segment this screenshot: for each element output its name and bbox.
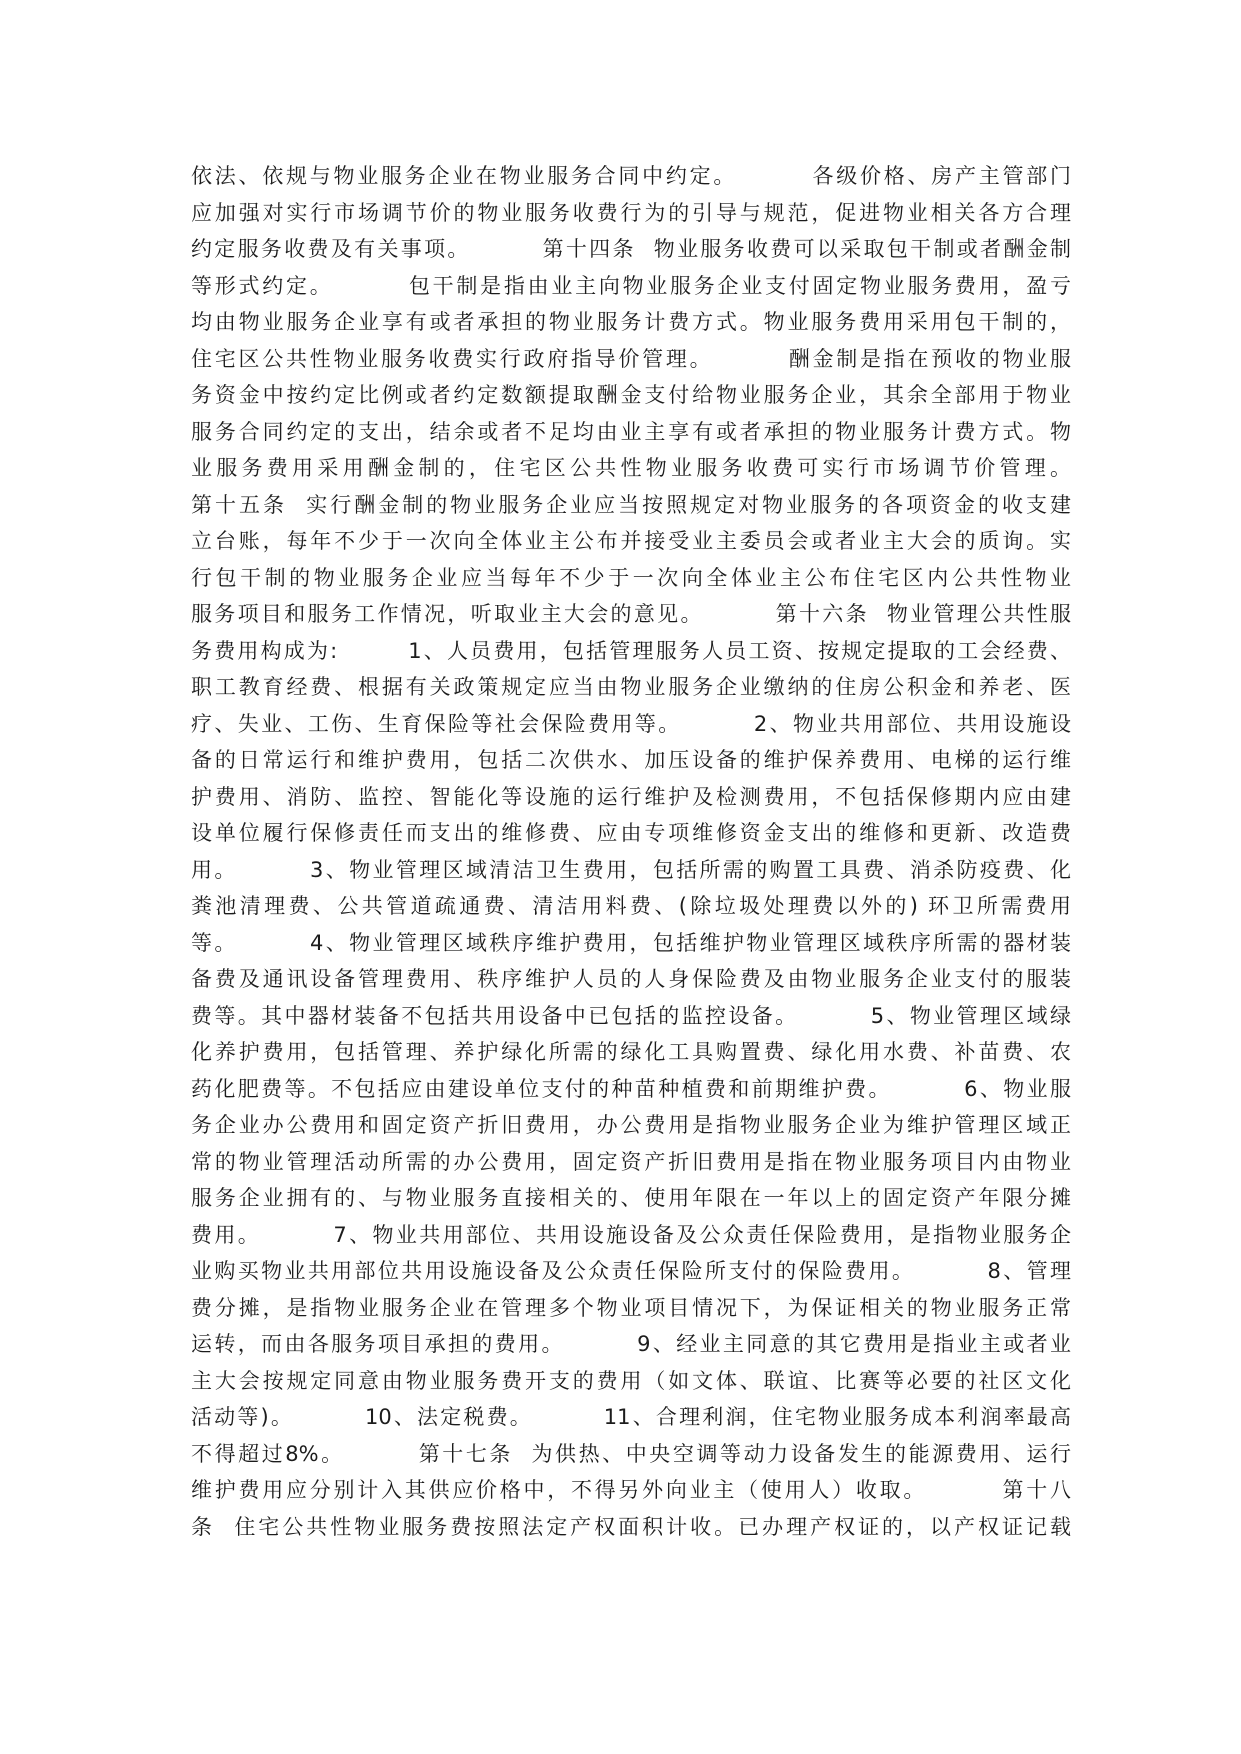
text-line: 应加强对实行市场调节价的物业服务收费行为的引导与规范，促进物业相关各方合理 xyxy=(191,200,1071,225)
text-line: 护费用、消防、监控、智能化等设施的运行维护及检测费用，不包括保修期内应由建 xyxy=(191,784,1071,809)
text-line: 主大会按规定同意由物业服务费开支的费用（如文体、联谊、比赛等必要的社区文化 xyxy=(191,1368,1071,1393)
body-text xyxy=(191,158,1071,1545)
text-line: 备的日常运行和维护费用，包括二次供水、加压设备的维护保养费用、电梯的运行维 xyxy=(191,748,1071,772)
text-line: 粪池清理费、公共管道疏通费、清洁用料费、(除垃圾处理费以外的) 环卫所需费用 xyxy=(191,894,1071,918)
text-line: 均由物业服务企业享有或者承担的物业服务计费方式。物业服务费用采用包干制的， xyxy=(191,310,1071,334)
text-line: 药化肥费等。不包括应由建设单位支付的种苗种植费和前期维护费。 6、物业服 xyxy=(191,1076,1071,1101)
text-line: 疗、失业、工伤、生育保险等社会保险费用等。 2、物业共用部位、共用设施设 xyxy=(191,711,1071,736)
text-line: 运转，而由各服务项目承担的费用。 9、经业主同意的其它费用是指业主或者业 xyxy=(191,1332,1071,1356)
text-line: 服务合同约定的支出，结余或者不足均由业主享有或者承担的物业服务计费方式。物 xyxy=(191,419,1071,444)
text-line: 化养护费用，包括管理、养护绿化所需的绿化工具购置费、绿化用水费、补苗费、农 xyxy=(191,1040,1071,1064)
text-line: 务企业办公费用和固定资产折旧费用，办公费用是指物业服务企业为维护管理区域正 xyxy=(191,1113,1071,1137)
text-line: 务费用构成为: 1、人员费用，包括管理服务人员工资、按规定提取的工会经费、 xyxy=(191,638,1071,663)
text-line: 等。 4、物业管理区域秩序维护费用，包括维护物业管理区域秩序所需的器材装 xyxy=(191,930,1071,955)
text-line: 务资金中按约定比例或者约定数额提取酬金支付给物业服务企业，其余全部用于物业 xyxy=(191,383,1071,407)
text-line: 不得超过8%。 第十七条 为供热、中央空调等动力设备发生的能源费用、运行 xyxy=(191,1441,1071,1466)
text-line: 费等。其中器材装备不包括共用设备中已包括的监控设备。 5、物业管理区域绿 xyxy=(191,1003,1071,1028)
text-line: 服务项目和服务工作情况，听取业主大会的意见。 第十六条 物业管理公共性服 xyxy=(191,602,1071,626)
text-line: 立台账，每年不少于一次向全体业主公布并接受业主委员会或者业主大会的质询。实 xyxy=(191,529,1071,553)
text-line: 常的物业管理活动所需的办公费用，固定资产折旧费用是指在物业服务项目内由物业 xyxy=(191,1149,1071,1174)
text-line: 条 住宅公共性物业服务费按照法定产权面积计收。已办理产权证的，以产权证记载 xyxy=(191,1514,1071,1539)
text-line: 费分摊，是指物业服务企业在管理多个物业项目情况下，为保证相关的物业服务正常 xyxy=(191,1295,1071,1320)
text-line: 行包干制的物业服务企业应当每年不少于一次向全体业主公布住宅区内公共性物业 xyxy=(191,565,1071,590)
text-line: 维护费用应分别计入其供应价格中，不得另外向业主（使用人）收取。 第十八 xyxy=(191,1478,1071,1502)
text-line: 业服务费用采用酬金制的，住宅区公共性物业服务收费可实行市场调节价管理。 xyxy=(191,456,1071,480)
text-line: 依法、依规与物业服务企业在物业服务合同中约定。 各级价格、房产主管部门 xyxy=(191,164,1071,188)
text-line: 职工教育经费、根据有关政策规定应当由物业服务企业缴纳的住房公积金和养老、医 xyxy=(191,675,1071,699)
text-line: 约定服务收费及有关事项。 第十四条 物业服务收费可以采取包干制或者酬金制 xyxy=(191,237,1071,261)
text-line: 设单位履行保修责任而支出的维修费、应由专项维修资金支出的维修和更新、改造费 xyxy=(191,821,1071,845)
text-line: 住宅区公共性物业服务收费实行政府指导价管理。 酬金制是指在预收的物业服 xyxy=(191,346,1071,371)
text-line: 第十五条 实行酬金制的物业服务企业应当按照规定对物业服务的各项资金的收支建 xyxy=(191,492,1071,517)
text-line: 活动等)。 10、法定税费。 11、合理利润，住宅物业服务成本利润率最高 xyxy=(191,1405,1071,1429)
text-line: 业购买物业共用部位共用设施设备及公众责任保险所支付的保险费用。 8、管理 xyxy=(191,1259,1071,1283)
text-line: 用。 3、物业管理区域清洁卫生费用，包括所需的购置工具费、消杀防疫费、化 xyxy=(191,857,1071,882)
text-line: 备费及通讯设备管理费用、秩序维护人员的人身保险费及由物业服务企业支付的服装 xyxy=(191,967,1071,991)
text-line: 等形式约定。 包干制是指由业主向物业服务企业支付固定物业服务费用，盈亏 xyxy=(191,273,1071,298)
text-line: 费用。 7、物业共用部位、共用设施设备及公众责任保险费用，是指物业服务企 xyxy=(191,1222,1071,1247)
text-line: 服务企业拥有的、与物业服务直接相关的、使用年限在一年以上的固定资产年限分摊 xyxy=(191,1186,1071,1210)
